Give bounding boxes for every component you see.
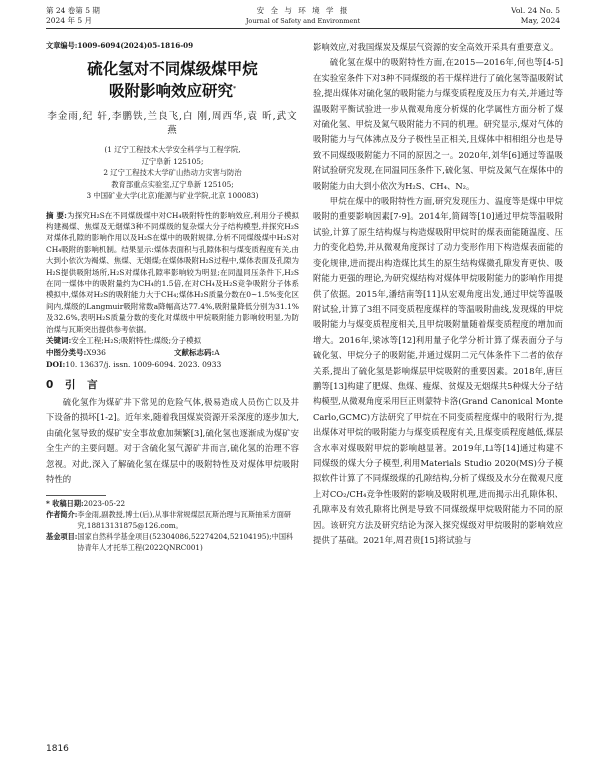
- keywords-text: 安全工程;H₂S;吸附特性;煤级;分子模拟: [71, 335, 202, 345]
- authors: 李金雨,纪 轩,李鹏铁,兰良飞,白 刚,周西华,袁 昕,武文燕: [47, 111, 298, 136]
- affiliation-line: 教育部重点实验室,辽宁阜新 125105;: [111, 179, 234, 189]
- title-footnote-mark: *: [233, 85, 236, 92]
- date-zh: 2024 年 5 月: [46, 16, 93, 25]
- header-center: [46, 6, 560, 26]
- doi-value: 10. 13637/j. issn. 1009-6094. 2023. 0933: [65, 359, 222, 369]
- abstract: [46, 210, 299, 335]
- vol-issue-en: Vol. 24 No. 5: [511, 6, 560, 15]
- footnote-label: 基金项目:: [46, 532, 78, 542]
- footnote-received: [46, 498, 299, 509]
- doc-code-value: A: [214, 347, 220, 357]
- footnote-text: 李金雨,副教授,博士(后),从事非常规煤层瓦斯治理与瓦斯抽采方面研究,18813131875@126.com。: [77, 510, 292, 531]
- doc-code-label: 文献标志码:: [174, 347, 215, 357]
- footnote-rule: [46, 495, 106, 496]
- affiliation-line: 3 中国矿业大学(北京)能源与矿业学院,北京 100083): [86, 191, 259, 200]
- affiliation-line: 辽宁阜新 125105;: [141, 156, 204, 166]
- article-title: [46, 58, 299, 102]
- intro-paragraph: 硫化氢作为煤矿井下常见的危险气体,极易造成人员伤亡以及井下设备的损坏[1-2]。近年来,随着我国煤炭资源开采深度的逐步加大,由硫化氢导致的煤矿安全事故愈加频繁[3],硫化氢也逐渐成为煤矿安全生产的主要问题。对于含硫化氢气源矿井而言,硫化氢的治理不容忽视。对此,深入了解硫化氢在煤层中的吸附特性及对煤体甲烷吸附特性的: [46, 396, 299, 484]
- body-paragraph: 硫化氢在煤中的吸附特性方面,在2015—2016年,何也等[4-5]在实验室条件下对3种不同煤级的若干煤样进行了硫化氢等温吸附试验,提出煤体对硫化氢的吸附能力与煤变质程度及压力有关,并通过等温吸附平衡试验进一步从微观角度分析煤的化学属性方面分析了煤对硫化氢、甲烷及氮气吸附能力不同的机理。研究显示,煤对气体的吸附能力与气体沸点及分子极性呈正相关,且煤体中相相组分也是导致不同煤级吸附能力不同的原因之一。2020年,刘华[6]通过等温吸附试验研究发现,在同温同压条件下,硫化氢、甲烷及氮气在煤体中的吸附能力由大到小依次为H₂S、CH₄、N₂。: [313, 57, 563, 191]
- affiliation-line: (1 辽宁工程技术大学安全科学与工程学院,: [104, 145, 241, 154]
- footnote-text: 2023-05-22: [83, 499, 126, 509]
- title-line-2: 吸附影响效应研究*: [109, 81, 236, 100]
- abstract-label: 摘 要:: [46, 210, 67, 220]
- vol-issue-zh: 第 24 卷第 5 期: [46, 6, 100, 15]
- right-column: [313, 40, 563, 548]
- abstract-text: 为探究H₂S在不同煤级煤中对CH₄吸附特性的影响效应,利用分子模拟构建褐煤、焦煤及无烟煤3种不同煤级的复杂煤大分子结构模型,并探究H₂S对煤体孔隙的影响作用以及H₂S在煤中的吸附规律,分析不同煤级煤中H₂S对CH₄吸附的影响机制。结果显示:煤体表面积与孔隙体积与煤变质程度有关,由大到小依次为褐煤、焦煤、无烟煤;在煤体吸附H₂S过程中,煤体表面及孔隙为H₂S提供吸附场所,H₂S对煤体孔隙率影响较为明显;在同温同压条件下,H₂S在同一煤体中的吸附量约为CH₄的1.5倍,在对CH₄及H₂S竞争吸附分子体系模拟中,煤体对H₂S的吸附能力大于CH₄;煤体H₂S质量分数在0~1.5%变化区间内,煤级的Langmuir吸附常数a降幅高达77.4%,吸附量降低分别为31.1%及32.6%,表明H₂S质量分数的变化对煤级中甲烷吸附能力影响较明显,为防治煤与瓦斯突出提供参考依据。: [46, 210, 299, 334]
- running-header: [46, 6, 560, 32]
- left-column: [46, 40, 299, 553]
- date-en: May, 2024: [520, 16, 560, 25]
- title-line-1: 硫化氢对不同煤级煤甲烷: [87, 59, 258, 78]
- affiliation-line: 2 辽宁工程技术大学矿山热动力灾害与防治: [103, 168, 242, 177]
- footnote-label: * 收稿日期:: [46, 499, 84, 509]
- keywords-label: 关键词:: [46, 335, 72, 345]
- body-paragraph: 甲烷在煤中的吸附特性方面,研究发现压力、温度等是煤中甲烷吸附的重要影响因素[7-9]。2014年,简阔等[10]通过甲烷等温吸附试验,计算了原生结构煤与构造煤吸附甲烷时的煤表面能随温度、压力的变化趋势,并从微观角度探讨了动力变形作用下构造煤表面能的变化规律,进而提出构造煤比其生的原生结构煤微孔隙发育更快、吸附能力更强的理论,为研究煤结构对煤体甲烷吸附能力的影响作用提供了依据。2015年,潘结南等[11]从宏观角度出发,通过甲烷等温吸附试验,计算了3组不同变质程度煤样的等温吸附曲线,发现煤的甲烷吸附能力与煤变质程度相关,且甲烷吸附量随着煤变质程度的增加而增大。2016年,梁冰等[12]利用量子化学分析计算了煤表面分子与硫化氢、甲烷分子的吸附能,并通过煤阴二元气体条件下二者的依存关系,提出了硫化氢是影响煤层甲烷吸附的重要因素。2018年,唐巨鹏等[13]构建了肥煤、焦煤、瘦煤、贫煤及无烟煤共5种煤大分子结构模型,从微观角度采用巨正则蒙特卡洛(Grand Canonical Monte Carlo,GCMC)方法研究了甲烷在不同变质程度煤中的吸附行为,提出煤体对甲烷的吸附能力与煤变质程度有关,且煤变质程度越低,煤层含水率对煤吸附甲烷的影响越显著。2019年,Li等[14]通过构建不同煤级的煤大分子模型,利用Materials Studio 2020(MS)分子模拟软件计算了不同煤级煤的孔隙结构,分析了煤级及水分在微观尺度上对CO₂/CH₄竞争性吸附的影响及吸附机理,进而揭示出孔隙体积、孔隙率及有效孔隙将比例是导致不同煤级煤甲烷吸附能力不同的原因。该研究方法及研究结论为深入探究煤级对甲烷吸附的影响效应提供了基础。2021年,周君贵[15]将试验与: [313, 196, 563, 545]
- clc: [46, 347, 174, 359]
- header-right: [511, 6, 560, 26]
- journal-name-en: Journal of Safety and Environment: [245, 17, 361, 25]
- journal-name-zh: 安 全 与 环 境 学 报: [256, 6, 350, 15]
- clc-value: X936: [86, 347, 106, 357]
- continued-paragraph: 影响效应,对我国煤炭及煤层气资源的安全高效开采具有重要意义。: [313, 42, 559, 52]
- keywords: [46, 335, 299, 347]
- header-rule: [46, 28, 560, 29]
- doc-code: [174, 347, 220, 359]
- classification-row: [46, 347, 299, 359]
- footnote-author-bio: [46, 509, 299, 531]
- footnote-label: 作者简介:: [46, 510, 78, 520]
- section-heading-introduction: 0 引 言: [46, 378, 102, 391]
- footnote-text: 国家自然科学基金项目(52304086,52274204,52104195);中国科协青年人才托举工程(2022QNRC001): [77, 532, 294, 553]
- affiliations: [46, 144, 299, 202]
- clc-label: 中图分类号:: [46, 347, 87, 357]
- footnote-funding: [46, 531, 299, 553]
- page-number: 1816: [46, 744, 69, 754]
- article-number: 文章编号:1009-6094(2024)05-1816-09: [46, 41, 194, 50]
- doi-label: DOI:: [46, 359, 66, 369]
- doi: [46, 359, 299, 371]
